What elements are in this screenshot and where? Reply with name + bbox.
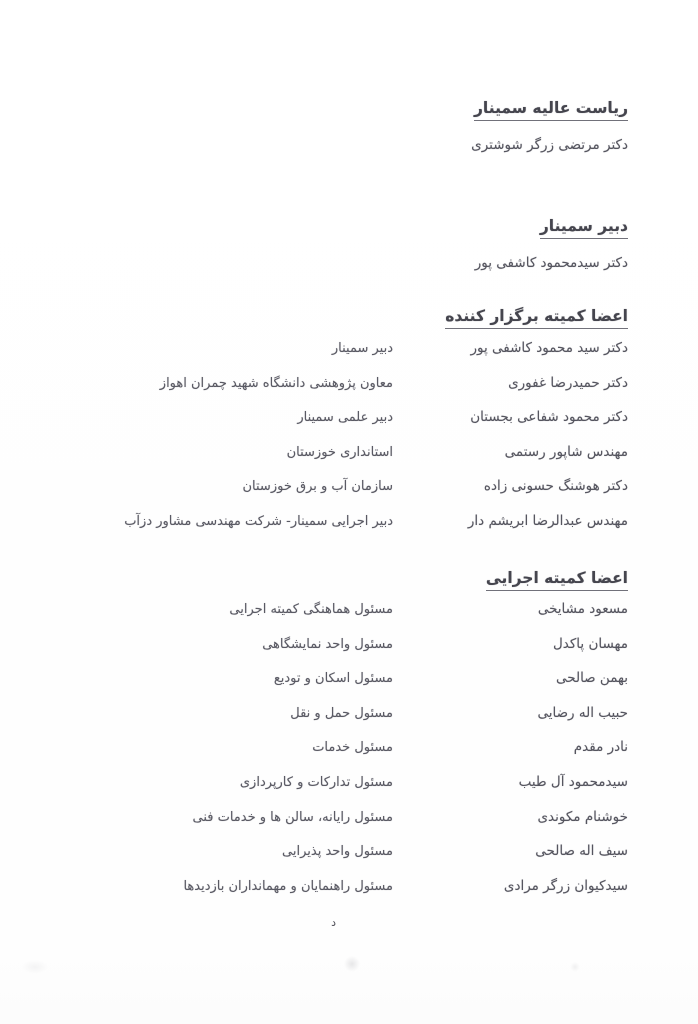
member-role: مسئول هماهنگی کمیته اجرایی <box>229 602 393 617</box>
section-executive-committee <box>183 568 628 908</box>
section-heading: ریاست عالیه سمینار <box>474 99 628 121</box>
committee-row <box>242 474 628 509</box>
member-role: استانداری خوزستان <box>286 444 393 460</box>
page-number: د <box>331 916 336 929</box>
member-list <box>124 336 628 544</box>
member-name: دکتر محمود شفاعی بجستان <box>470 409 628 426</box>
member-role: مسئول واحد نمایشگاهی <box>262 636 393 652</box>
committee-row <box>229 597 628 632</box>
scan-smudge <box>22 960 48 974</box>
member-role: معاون پژوهشی دانشگاه شهید چمران اهواز <box>159 375 393 391</box>
member-name: مهندس عبدالرضا ابریشم دار <box>467 512 628 529</box>
committee-row <box>312 735 628 770</box>
member-role: دبیر اجرایی سمینار- شرکت مهندسی مشاور دزآب <box>124 513 393 529</box>
committee-row <box>273 666 628 701</box>
member-role: سازمان آب و برق خوزستان <box>242 479 393 495</box>
member-list <box>183 597 628 908</box>
member-name: بهمن صالحی <box>555 670 628 687</box>
member-name: دکتر هوشنگ حسونی زاده <box>483 478 628 495</box>
committee-row <box>474 251 628 281</box>
scan-smudge <box>570 962 580 972</box>
member-role: مسئول راهنمایان و مهمانداران بازدیدها <box>183 878 393 894</box>
member-name: حبیب اله رضایی <box>537 704 628 721</box>
committee-row <box>331 336 628 371</box>
committee-row <box>297 405 628 440</box>
member-role: مسئول خدمات <box>312 740 393 756</box>
member-name: سیدکیوان زرگر مرادی <box>503 877 628 894</box>
committee-row <box>290 701 628 736</box>
member-name: دکتر سید محمود کاشفی پور <box>470 340 628 356</box>
member-role: مسئول رایانه، سالن ها و خدمات فنی <box>192 809 393 825</box>
committee-row <box>183 874 628 909</box>
member-name: دکتر سیدمحمود کاشفی پور <box>474 255 628 271</box>
section-heading: دبیر سمینار <box>540 217 628 239</box>
committee-row <box>124 509 628 544</box>
committee-row <box>192 805 628 840</box>
committee-row <box>282 839 628 874</box>
member-role: دبیر سمینار <box>331 341 393 356</box>
committee-row <box>159 371 628 406</box>
member-role: مسئول اسکان و تودیع <box>273 671 393 687</box>
section-supreme-presidency <box>471 98 628 163</box>
section-organizing-committee <box>124 306 628 544</box>
section-heading: اعضا کمیته اجرایی <box>486 569 628 591</box>
scan-smudge <box>344 956 360 972</box>
member-list <box>474 251 628 281</box>
member-role: دبیر علمی سمینار <box>297 410 393 426</box>
committee-row <box>239 770 628 805</box>
member-role: مسئول تدارکات و کارپردازی <box>239 774 393 790</box>
member-name: دکتر مرتضی زرگر شوشتری <box>471 137 628 153</box>
section-seminar-secretary <box>474 216 628 281</box>
member-role: مسئول واحد پذیرایی <box>282 844 393 860</box>
member-name: مهسان پاکدل <box>552 635 628 652</box>
member-name: نادر مقدم <box>573 739 628 756</box>
committee-row <box>286 440 628 475</box>
member-name: مسعود مشایخی <box>537 601 628 617</box>
member-name: سیدمحمود آل طیب <box>518 773 628 790</box>
member-name: سیف اله صالحی <box>535 843 628 860</box>
committee-row <box>262 632 628 667</box>
section-heading: اعضا کمیته برگزار کننده <box>445 307 628 329</box>
member-role: مسئول حمل و نقل <box>290 705 393 721</box>
member-list <box>471 133 628 163</box>
committee-row <box>471 133 628 163</box>
member-name: مهندس شاپور رستمی <box>504 443 628 460</box>
member-name: دکتر حمیدرضا غفوری <box>508 374 628 391</box>
member-name: خوشنام مکوندی <box>537 808 628 825</box>
